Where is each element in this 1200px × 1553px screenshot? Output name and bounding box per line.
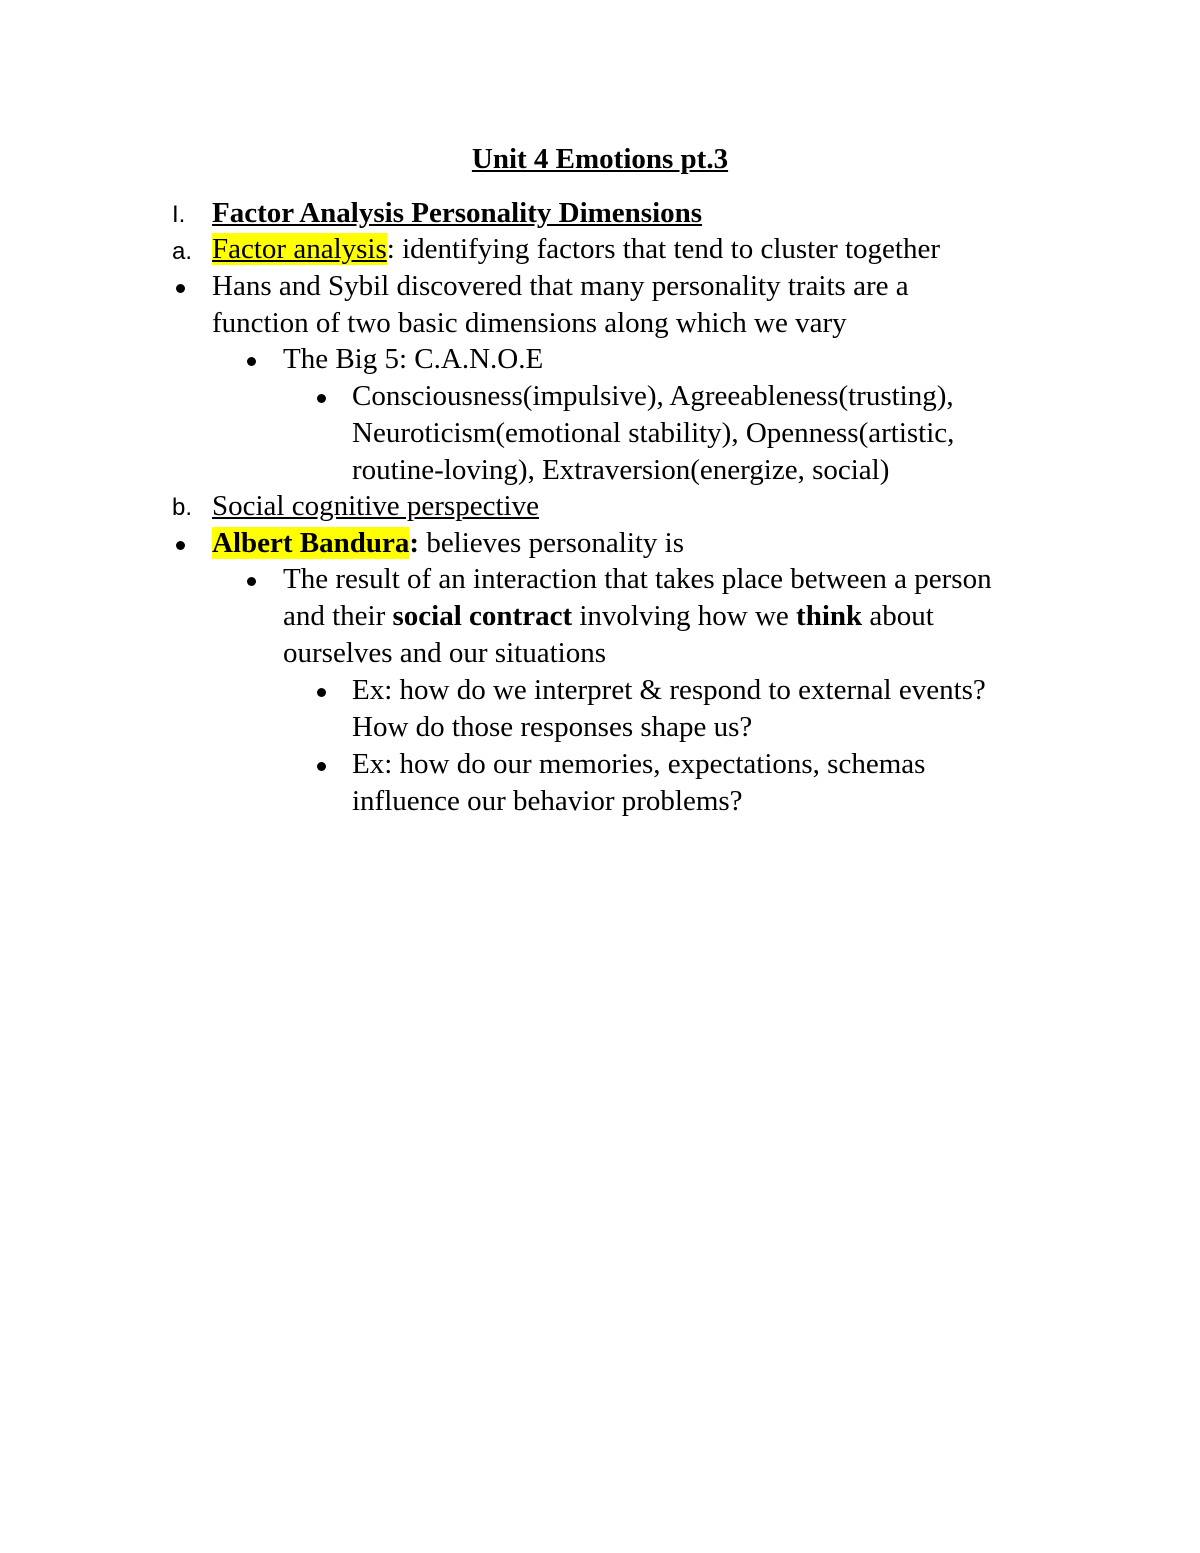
list-marker-a: a.	[172, 238, 193, 265]
list-item-text	[283, 598, 934, 635]
section-heading: Factor Analysis Personality Dimensions	[212, 197, 703, 229]
list-item-text: The result of an interaction that takes place between a person	[283, 563, 992, 595]
list-item-text: function of two basic dimensions along which we vary	[212, 307, 847, 339]
list-item-text: Hans and Sybil discovered that many personality traits are a	[212, 270, 909, 302]
bold-term: social contract	[392, 600, 573, 632]
text-span: involving how we	[572, 600, 797, 632]
list-item-text: Ex: how do our memories, expectations, schemas	[352, 748, 926, 780]
page-title: Unit 4 Emotions pt.3	[471, 143, 729, 175]
name-colon: :	[409, 527, 420, 559]
list-item-text: How do those responses shape us?	[352, 711, 753, 743]
list-item-text: Consciousness(impulsive), Agreeableness(trusting),	[352, 380, 954, 412]
bullet-icon	[176, 541, 185, 550]
list-item-text: influence our behavior problems?	[352, 785, 743, 817]
section-marker-roman: I.	[172, 201, 186, 228]
list-item-social-cognitive: Social cognitive perspective	[212, 490, 539, 522]
bold-term: think	[796, 600, 863, 632]
bullet-icon	[317, 762, 326, 771]
list-item-bandura	[212, 525, 684, 562]
list-item-text: Neuroticism(emotional stability), Openness(artistic,	[352, 417, 955, 449]
bullet-icon	[317, 394, 326, 403]
highlighted-name: Albert Bandura	[212, 527, 410, 559]
list-item-text: ourselves and our situations	[283, 637, 606, 669]
text-span: about	[862, 600, 934, 632]
list-marker-b: b.	[172, 494, 193, 521]
list-item-text: Ex: how do we interpret & respond to external events?	[352, 674, 986, 706]
bullet-icon	[247, 577, 256, 586]
highlighted-term: Factor analysis	[212, 233, 387, 265]
bullet-icon	[247, 357, 256, 366]
bullet-icon	[176, 284, 185, 293]
list-item-text: The Big 5: C.A.N.O.E	[283, 343, 544, 375]
text-span: and their	[283, 600, 393, 632]
term-definition: : identifying factors that tend to cluster together	[386, 233, 941, 265]
list-item-factor-analysis	[212, 231, 940, 268]
bullet-icon	[317, 688, 326, 697]
bandura-statement: believes personality is	[419, 527, 685, 559]
list-item-text: routine-loving), Extraversion(energize, social)	[352, 454, 890, 486]
